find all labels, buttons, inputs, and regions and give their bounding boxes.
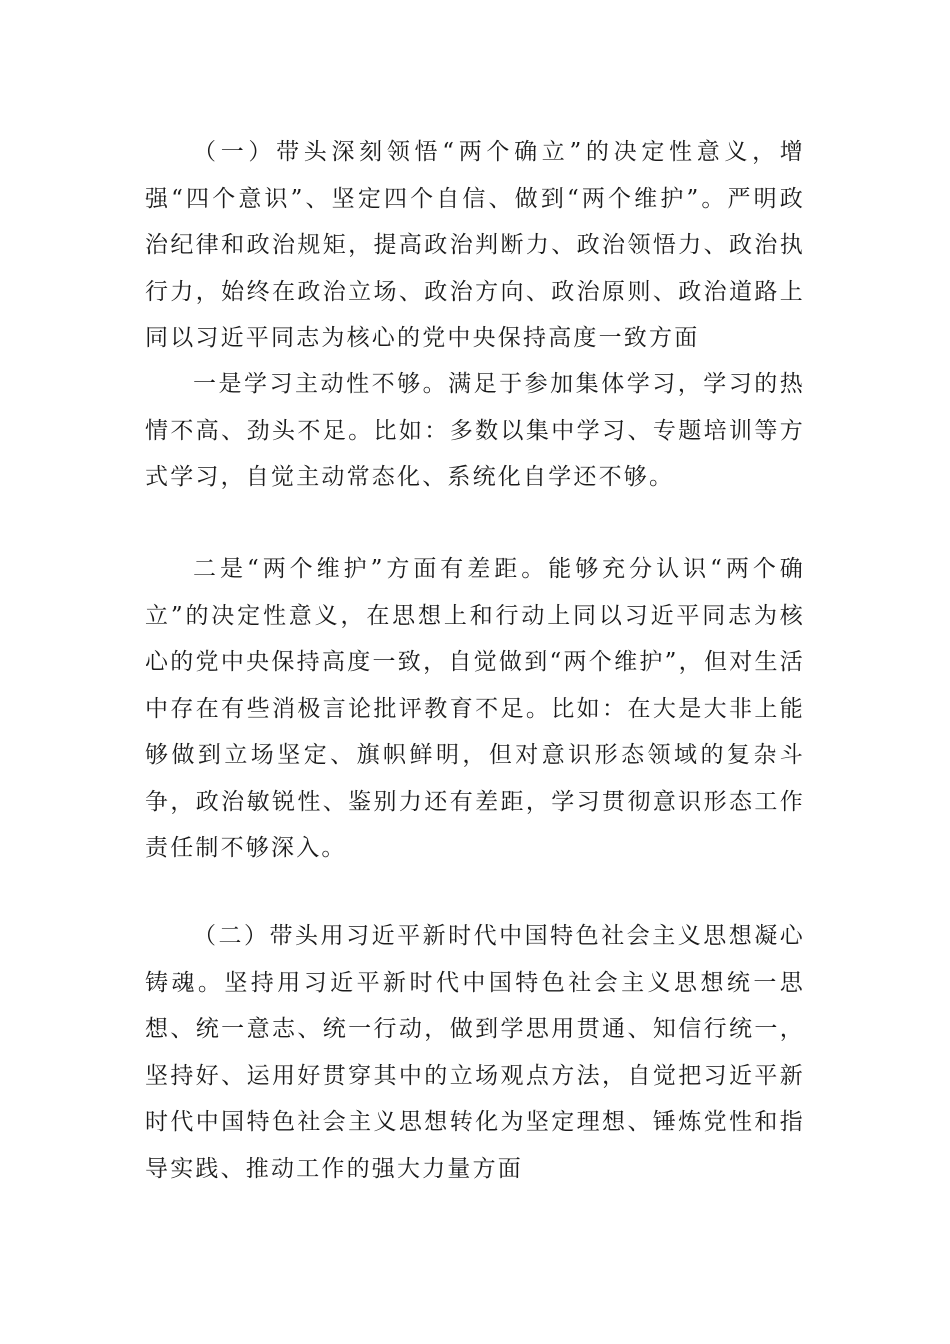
section-1-heading-paragraph: （一）带头深刻领悟“两个确立”的决定性意义，增强“四个意识”、坚定四个自信、做到“两个维护”。严明政治纪律和政治规矩，提高政治判断力、政治领悟力、政治执行力，始终在政治立场、政治方向、政治原则、政治道路上同以习近平同志为核心的党中央保持高度一致方面 [145,139,805,351]
issue-1-paragraph: 一是学习主动性不够。满足于参加集体学习，学习的热情不高、劲头不足。比如：多数以集中学习、专题培训等方式学习，自觉主动常态化、系统化自学还不够。 [145,371,805,490]
section-2-heading-paragraph: （二）带头用习近平新时代中国特色社会主义思想凝心铸魂。坚持用习近平新时代中国特色社会主义思想统一思想、统一意志、统一行动，做到学思用贯通、知信行统一，坚持好、运用好贯穿其中的立场观点方法，自觉把习近平新时代中国特色社会主义思想转化为坚定理想、锤炼党性和指导实践、推动工作的强大力量方面 [145,923,805,1182]
issue-2-paragraph: 二是“两个维护”方面有差距。能够充分认识“两个确立”的决定性意义，在思想上和行动上同以习近平同志为核心的党中央保持高度一致，自觉做到“两个维护”，但对生活中存在有些消极言论批评教育不足。比如：在大是大非上能够做到立场坚定、旗帜鲜明，但对意识形态领域的复杂斗争，政治敏锐性、鉴别力还有差距，学习贯彻意识形态工作责任制不够深入。 [145,556,805,861]
